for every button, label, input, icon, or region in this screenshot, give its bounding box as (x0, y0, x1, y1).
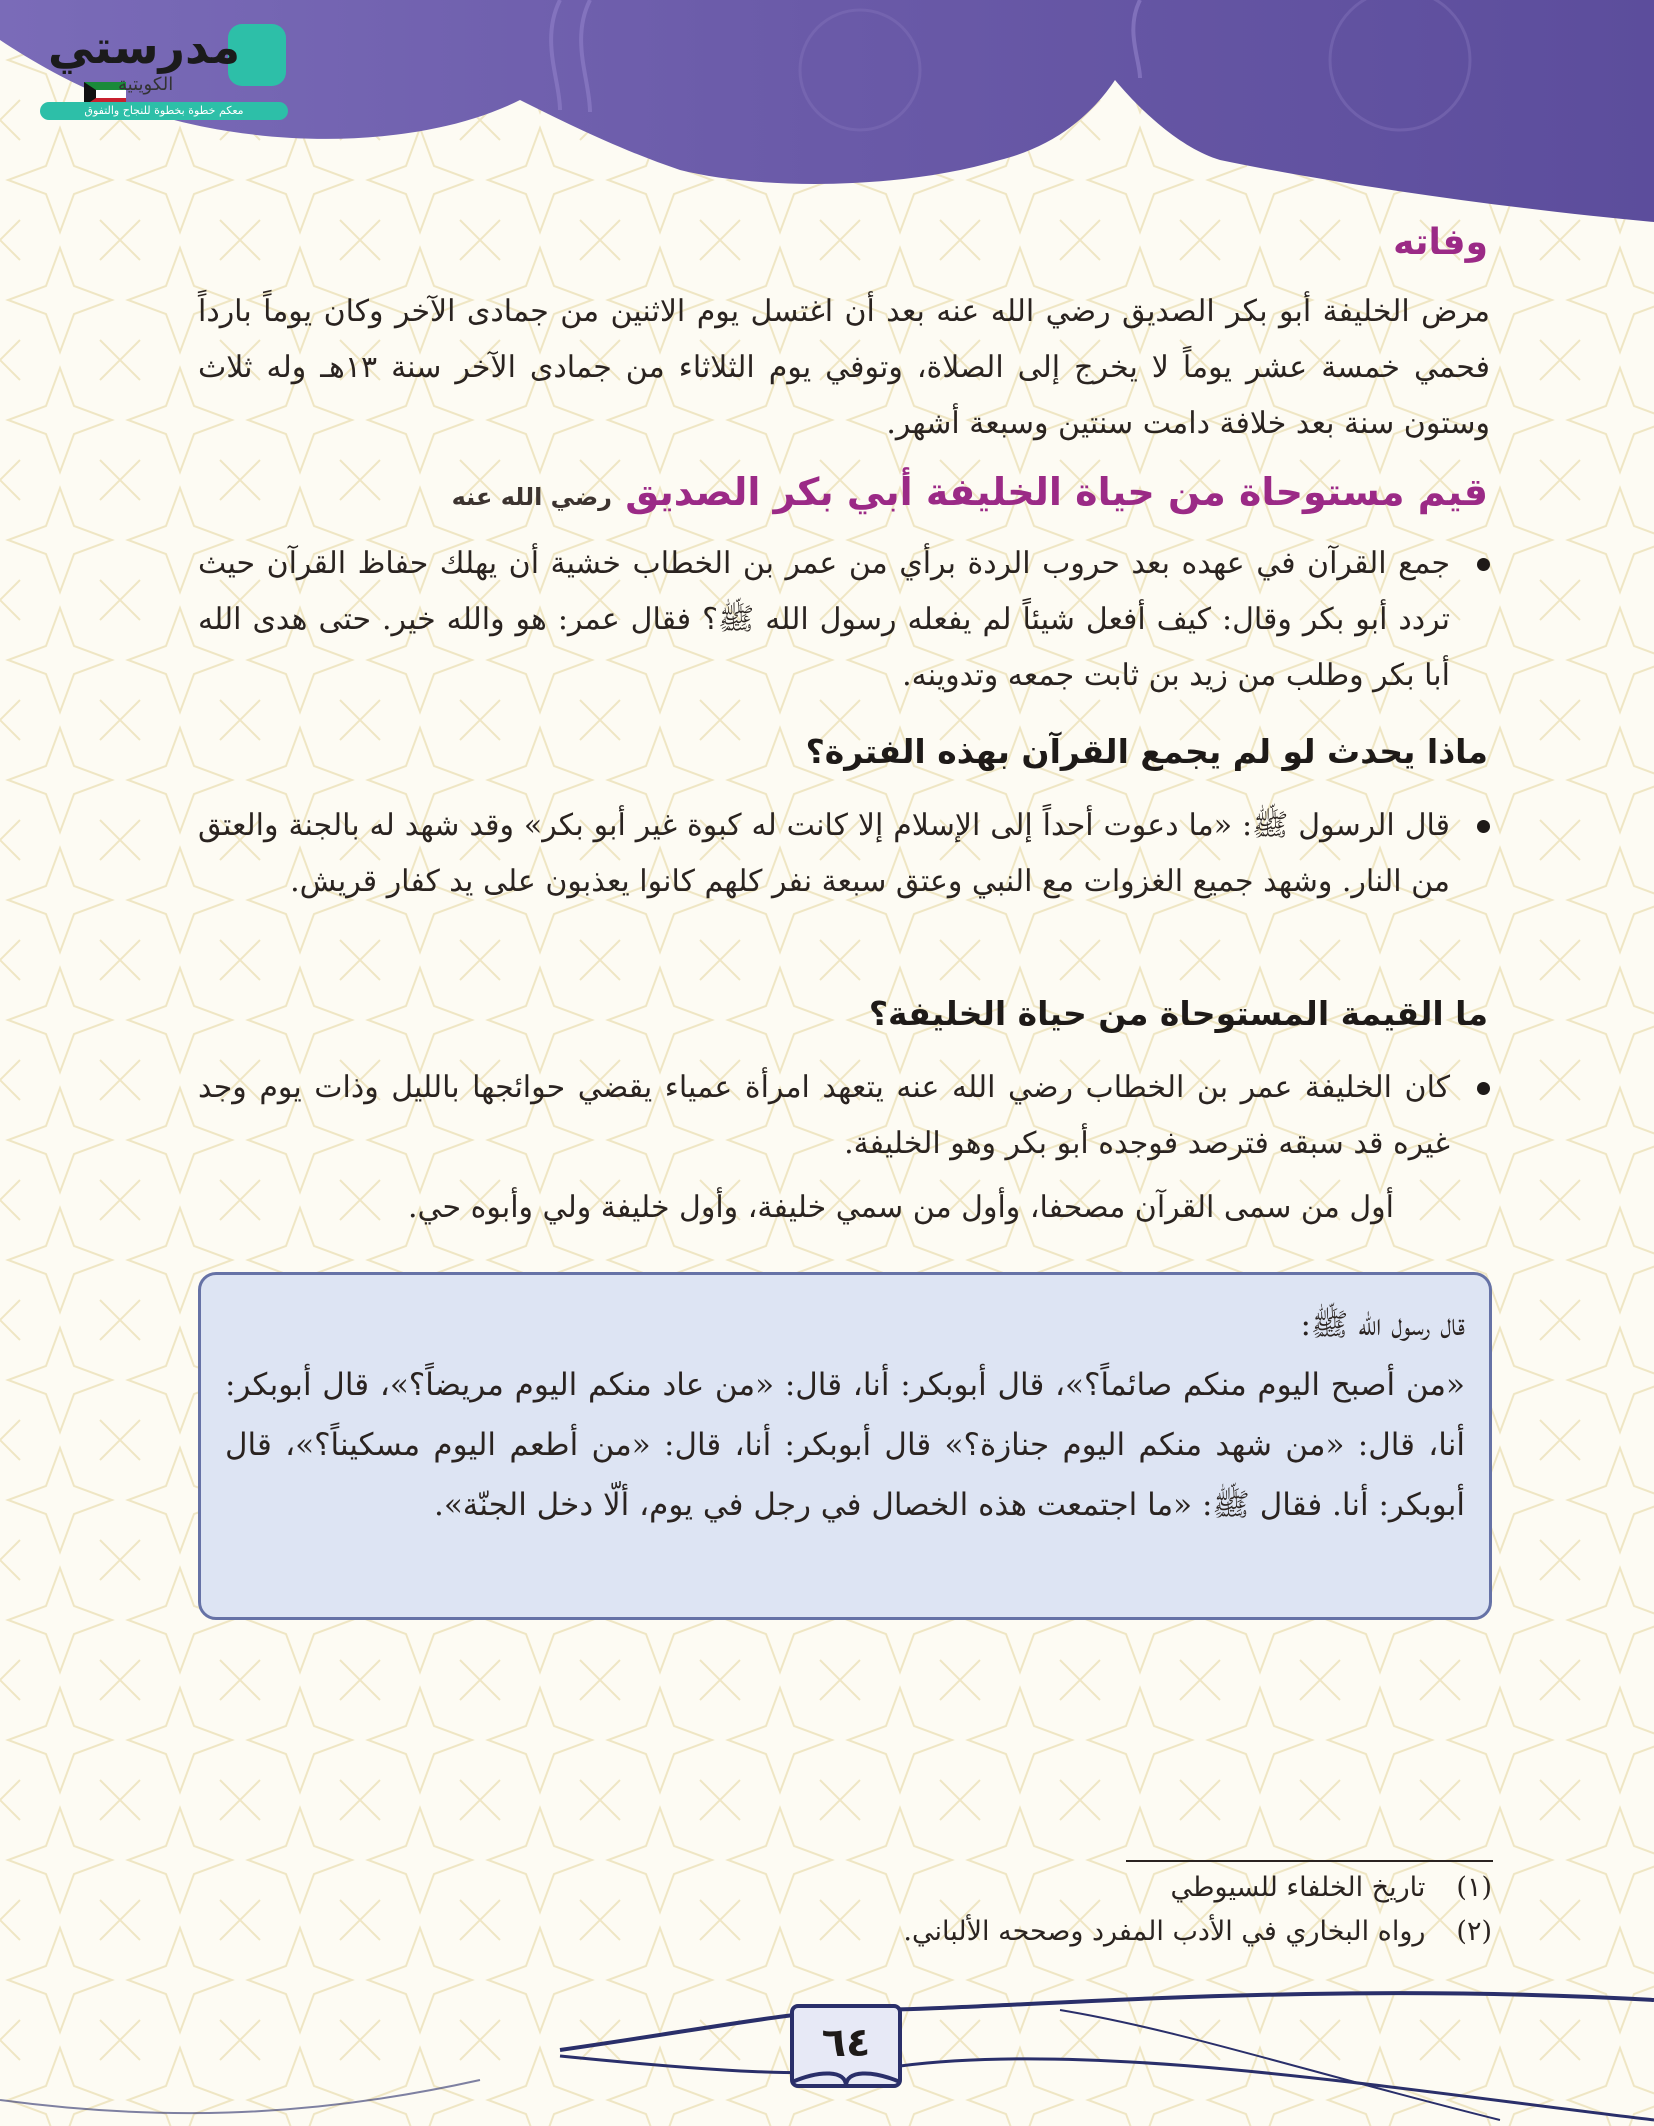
question-2-line: أول من سمى القرآن مصحفا، وأول من سمي خليفة، وأول خليفة ولي وأبوه حي. (408, 1190, 1394, 1225)
hadith-text: «من أصبح اليوم منكم صائماً؟»، قال أبوبكر: أنا، قال: «من عاد منكم اليوم مريضاً؟»، قال أبوبكر: أنا، قال: «من شهد منكم اليوم جنازة؟» قال أبوبكر: أنا، قال: «من أطعم اليوم مسكيناً؟»، قال أبوبكر: أنا. فقال ﷺ: «ما اجتمعت هذه الخصال في رجل في يوم، ألّا دخل الجنّة». (225, 1367, 1465, 1523)
brand-logo (38, 18, 293, 123)
footnote-2 (903, 1916, 1492, 1947)
question-1-bullet (198, 798, 1490, 910)
footnote-2-number: (٢) (1456, 1916, 1492, 1947)
honorific-text: رضي الله عنه (451, 483, 612, 511)
brand-name: مدرستي (48, 20, 241, 74)
values-heading-text: قيم مستوحاة من حياة الخليفة أبي بكر الصديق (625, 470, 1488, 514)
footnote-1-text: تاريخ الخلفاء للسيوطي (1170, 1872, 1426, 1903)
question-1-bullet-text: قال الرسول ﷺ: «ما دعوت أحداً إلى الإسلام إلا كانت له كبوة غير أبو بكر» وقد شهد له بالجنة والعتق من النار. وشهد جميع الغزوات مع النبي وعتق سبعة نفر كلهم كانوا يعذبون على يد كفار قريش. (198, 808, 1450, 899)
death-paragraph: مرض الخليفة أبو بكر الصديق رضي الله عنه بعد أن اغتسل يوم الاثنين من جمادى الآخر وكان يوماً بارداً فحمي خمسة عشر يوماً لا يخرج إلى الصلاة، وتوفي يوم الثلاثاء من جمادى الآخر سنة ١٣هـ وله ثلاث وستون سنة بعد خلافة دامت سنتين وسبعة أشهر. (198, 294, 1491, 441)
footnote-1 (1171, 1872, 1493, 1903)
bullet-icon (1477, 820, 1490, 833)
death-paragraph-block (198, 284, 1490, 452)
footnote-2-text: رواه البخاري في الأدب المفرد وصححه الألباني. (903, 1916, 1426, 1947)
footnote-divider (1126, 1860, 1493, 1862)
question-2-heading: ما القيمة المستوحاة من حياة الخليفة؟ (868, 994, 1488, 1033)
footnote-1-number: (١) (1456, 1872, 1492, 1903)
question-1-heading: ماذا يحدث لو لم يجمع القرآن بهذه الفترة؟ (805, 732, 1488, 771)
bullet-icon (1477, 1082, 1490, 1095)
hadith-intro: قال رسول الله ﷺ: (1300, 1307, 1465, 1343)
values-bullet-text: جمع القرآن في عهده بعد حروب الردة برأي من عمر بن الخطاب خشية أن يهلك حفاظ القرآن حيث تردد أبو بكر وقال: كيف أفعل شيئاً لم يفعله رسول الله ﷺ؟ فقال عمر: هو والله خير. حتى هدى الله أبا بكر وطلب من زيد بن ثابت جمعه وتدوينه. (198, 546, 1450, 693)
question-2-bullet-text: كان الخليفة عمر بن الخطاب رضي الله عنه يتعهد امرأة عمياء يقضي حوائجها بالليل وذات يوم وجد غيره قد سبقه فترصد فوجده أبو بكر وهو الخليفة. (198, 1070, 1450, 1161)
bullet-icon (1477, 558, 1490, 571)
question-2-bullet (198, 1060, 1490, 1172)
hadith-box (198, 1272, 1492, 1620)
page-number: ٦٤ (821, 2020, 871, 2066)
question-2-line-block (198, 1180, 1468, 1236)
death-heading: وفاته (1393, 222, 1488, 263)
brand-subtitle: الكويتية (118, 74, 174, 95)
values-heading (452, 470, 1488, 514)
values-bullet (198, 536, 1490, 704)
brand-tagline: معكم خطوة بخطوة للنجاح والتفوق (40, 102, 288, 120)
